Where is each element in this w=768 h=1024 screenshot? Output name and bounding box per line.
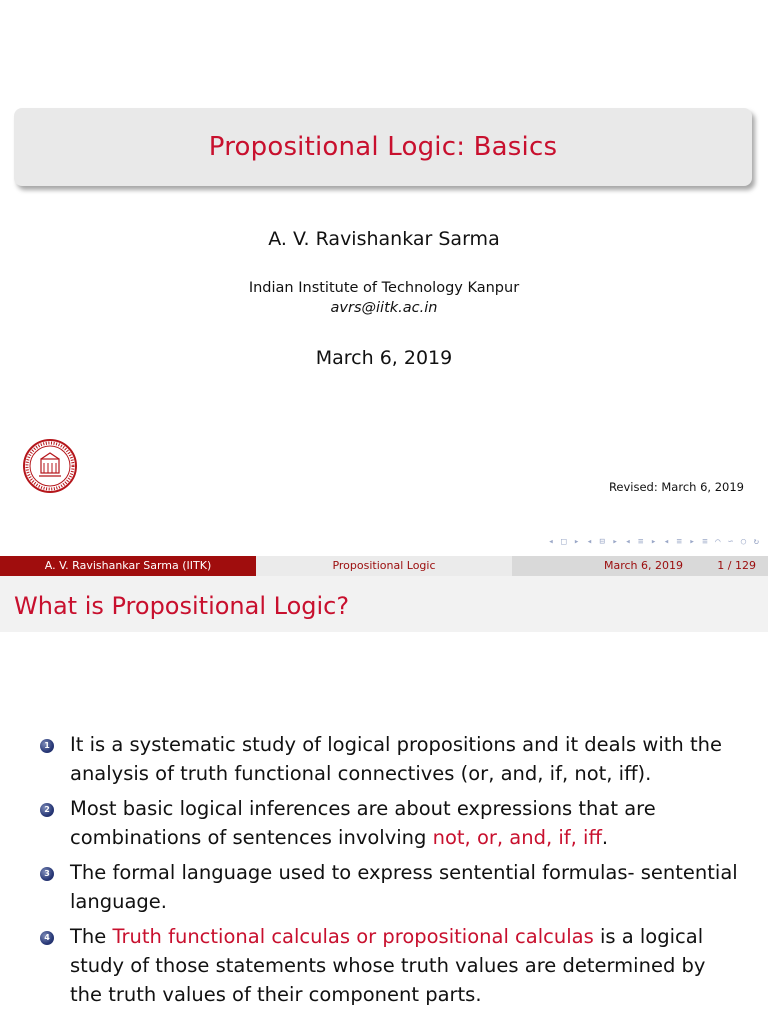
highlighted-connectives: not, or, and, if, iff: [432, 826, 602, 849]
institute-name: Indian Institute of Technology Kanpur: [248, 280, 520, 296]
list-item: [40, 922, 740, 1009]
footer-date: March 6, 2019: [604, 559, 684, 572]
list-item-text-end: .: [601, 826, 609, 849]
beamer-navigation[interactable]: ◂ □ ▸ ◂ ⊟ ▸ ◂ ≡ ▸ ◂ ≡ ▸ ≡ ⌒ ∽ ○ ↻: [548, 537, 760, 547]
list-item: [40, 730, 740, 788]
presentation-title: Propositional Logic: Basics: [208, 132, 558, 162]
enumerated-list: [40, 730, 740, 1015]
footer-page-number: 1 / 129: [717, 559, 756, 572]
list-item-text-end: is a logical study of those statements whose truth values are determined by the truth values of their component parts.: [70, 925, 706, 1006]
frame-title-bar: [0, 576, 768, 632]
footer-bar: [0, 556, 768, 576]
numbered-bullet-icon: 2: [40, 803, 54, 817]
list-item: [40, 858, 740, 916]
frame-title: What is Propositional Logic?: [14, 592, 350, 620]
list-item: [40, 794, 740, 852]
author-email: avrs@iitk.ac.in: [330, 300, 438, 316]
highlighted-term: Truth functional calculas or propositional calculas: [112, 925, 594, 948]
footer-info: [512, 556, 768, 576]
footer-author: A. V. Ravishankar Sarma (IITK): [0, 556, 256, 576]
numbered-bullet-icon: 4: [40, 931, 54, 945]
author-name: A. V. Ravishankar Sarma: [268, 228, 500, 250]
list-item-text: Most basic logical inferences are about expressions that are combinations of sentences involving: [70, 797, 656, 849]
numbered-bullet-icon: 3: [40, 867, 54, 881]
iitk-seal-icon: [22, 438, 78, 494]
content-slide: [0, 576, 768, 1024]
revised-date: Revised: March 6, 2019: [608, 480, 744, 494]
list-item-text: The formal language used to express sentential formulas- sentential language.: [70, 861, 738, 913]
presentation-date: March 6, 2019: [315, 347, 453, 369]
footer-title: Propositional Logic: [256, 556, 512, 576]
list-item-text: It is a systematic study of logical propositions and it deals with the analysis of truth functional connectives (or, and, if, not, iff).: [70, 733, 722, 785]
list-item-text: The: [70, 925, 113, 948]
numbered-bullet-icon: 1: [40, 739, 54, 753]
title-box: [14, 108, 752, 186]
